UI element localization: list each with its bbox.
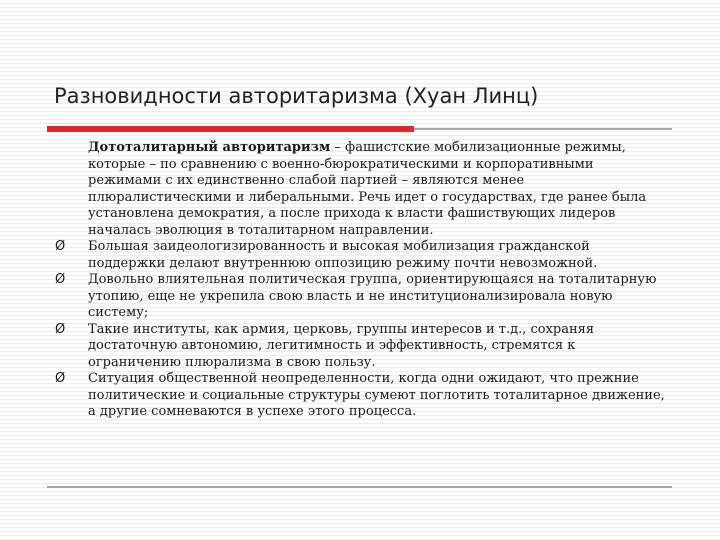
slide-body xyxy=(55,140,668,421)
bullet-item xyxy=(55,321,668,372)
bullet-text: Такие институты, как армия, церковь, группы интересов и т.д., сохраняя достаточную автономию, легитимность и эффективность, стремятся к ограничению плюрализма в свою пользу. xyxy=(88,321,595,370)
arrow-bullet-icon: Ø xyxy=(55,371,66,386)
bullet-text: Довольно влиятельная политическая группа, ориентирующаяся на тоталитарную утопию, еще не укрепила свою власть и не институционализировала новую систему; xyxy=(88,272,657,320)
bullet-item xyxy=(55,272,668,322)
arrow-bullet-icon: Ø xyxy=(55,239,66,254)
intro-paragraph xyxy=(88,140,668,239)
intro-term: Дототалитарный авторитаризм xyxy=(88,140,331,155)
arrow-bullet-icon: Ø xyxy=(55,321,66,337)
footer-rule xyxy=(47,486,672,488)
bullet-item xyxy=(55,239,668,272)
intro-text: – фашистские мобилизационные режимы, которые – по сравнению с военно-бюрократическими и корпоративными режимами с их единственно слабой партией – являются менее плюралистическими и либеральными. Речь идет о государствах, где ранее была установлена демократия, а после прихода к власти фашиствующих лидеров началась эволюция в тоталитарном направлении. xyxy=(88,140,647,238)
slide-title: Разновидности авторитаризма (Хуан Линц) xyxy=(54,84,539,108)
bullet-item xyxy=(55,371,668,421)
title-accent-bar xyxy=(47,126,414,132)
arrow-bullet-icon: Ø xyxy=(55,272,66,287)
bullet-text: Большая заидеологизированность и высокая мобилизация гражданской поддержки делают внутреннюю оппозицию режиму почти невозможной. xyxy=(88,239,598,271)
bullet-text: Ситуация общественной неопределенности, когда одни ожидают, что прежние политические и социальные структуры сумеют поглотить тоталитарное движение, а другие сомневаются в успехе этого процесса. xyxy=(88,371,665,419)
